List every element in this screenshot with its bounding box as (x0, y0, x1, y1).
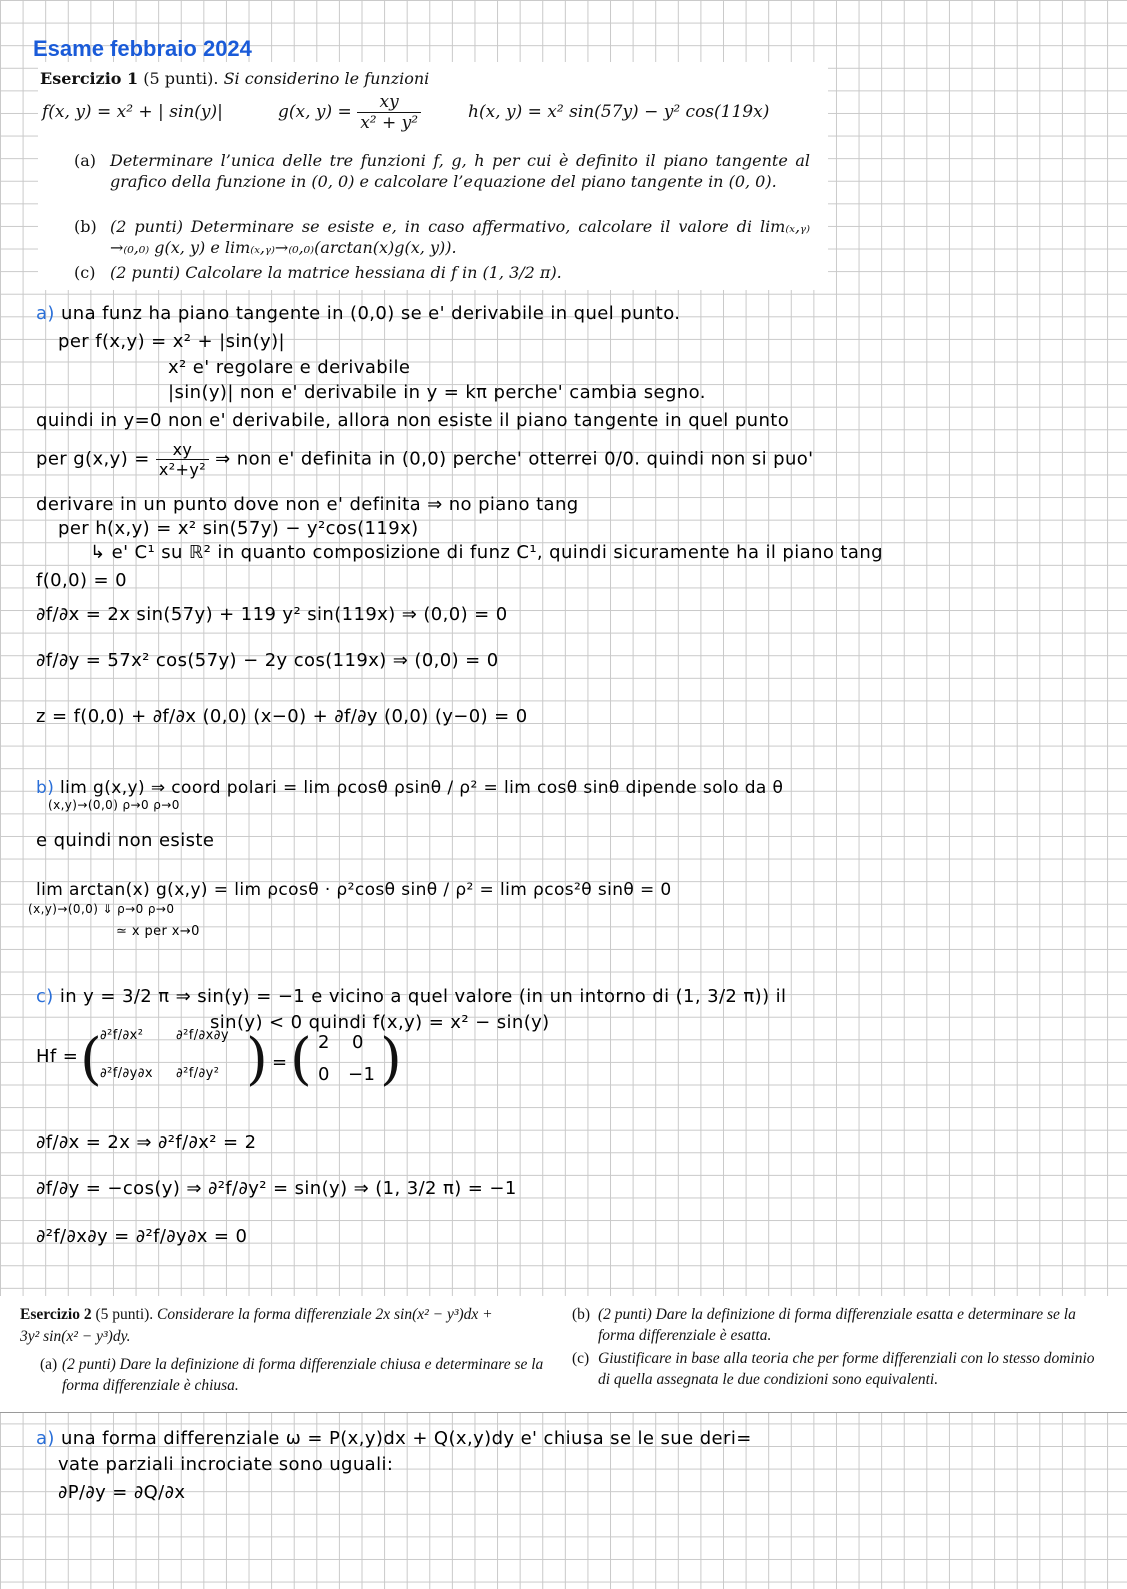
ex2-item-b-text: (2 punti) Dare la definizione di forma differenziale esatta e determinare se la forma differenziale è esatta. (598, 1306, 1076, 1344)
hand-c-line-2: sin(y) < 0 quindi f(x,y) = x² − sin(y) (210, 1012, 550, 1033)
hessian-result-11: 2 (318, 1032, 330, 1053)
hand-g-rhs: ⇒ non e' definita in (0,0) perche' otterrei 0/0. quindi non si puo' (215, 448, 814, 470)
hand-a-line-12: ∂f/∂y = 57x² cos(57y) − 2y cos(119x) ⇒ (0,0) = 0 (36, 650, 499, 671)
hand-a-line-8: per h(x,y) = x² sin(57y) − y²cos(119x) (58, 518, 419, 539)
exercise-2-intro-2: 3y² sin(x² − y³)dy. (20, 1328, 131, 1345)
hand-a-line-11: ∂f/∂x = 2x sin(57y) + 119 y² sin(119x) ⇒ (0,0) = 0 (36, 604, 508, 625)
function-g-denominator: x² + y² (360, 113, 419, 133)
item-b-tag: (b) (74, 217, 97, 236)
hand-b-line-2: e quindi non esiste (36, 830, 215, 851)
exercise-2-heading: Esercizio 2 (20, 1306, 92, 1323)
hand-g-denominator: x²+y² (158, 460, 207, 479)
hessian-entry-22: ∂²f/∂y² (176, 1066, 220, 1081)
hand-a-line-1: a) una funz ha piano tangente in (0,0) se e' derivabile in quel punto. (36, 303, 681, 324)
hand-c-line-1: c) in y = 3/2 π ⇒ sin(y) = −1 e vicino a quel valore (in un intorno di (1, 3/2 π)) il (36, 986, 787, 1007)
function-g-lhs: g(x, y) = (278, 102, 352, 122)
hand-ex2-line-2: vate parziali incrociate sono uguali: (58, 1454, 394, 1475)
hand-g-lhs: per g(x,y) = (36, 448, 150, 470)
exercise-1-text (38, 62, 828, 290)
exercise-2-points: (5 punti). (95, 1306, 154, 1323)
hessian-entry-21: ∂²f/∂y∂x (100, 1066, 153, 1081)
hand-a-line-6 (36, 440, 814, 479)
hand-b-line-1: b) lim g(x,y) ⇒ coord polari = lim ρcosθ ρsinθ / ρ² = lim cosθ sinθ dipende solo da θ (36, 778, 784, 798)
ex2-item-c-tag: (c) (572, 1350, 590, 1367)
hessian-result-right-paren: ) (380, 1027, 402, 1092)
hessian-left-paren: ( (80, 1027, 102, 1092)
item-a-tag: (a) (74, 151, 97, 170)
page-title: Esame febbraio 2024 (33, 36, 252, 61)
function-h: h(x, y) = x² sin(57y) − y² cos(119x) (468, 102, 770, 122)
hand-c-line-4: ∂f/∂y = −cos(y) ⇒ ∂²f/∂y² = sin(y) ⇒ (1, 3/2 π) = −1 (36, 1178, 517, 1199)
exercise-1-intro: Si considerino le funzioni (223, 69, 430, 88)
hand-g-fraction (156, 440, 209, 479)
divider-bottom (0, 1412, 1127, 1413)
hand-b-line-4: ≃ x per x→0 (116, 924, 200, 939)
hand-a-line-2: per f(x,y) = x² + |sin(y)| (58, 331, 285, 352)
hessian-result-22: −1 (348, 1064, 376, 1085)
exercise-1-points: (5 punti). (143, 69, 219, 88)
hessian-entry-11: ∂²f/∂x² (100, 1028, 144, 1043)
item-b-text: (2 punti) Determinare se esiste e, in caso affermativo, calcolare il valore di lim₍ₓ,ᵧ₎→₍₀,₀₎ g(x, y) e lim₍ₓ,ᵧ₎→₍₀,₀₎(arctan(x)g(x, y)). (110, 217, 810, 257)
ex2-item-c-text: Giustificare in base alla teoria che per forme differenziali con lo stesso dominio di quella assegnata le due condizioni sono equivalenti. (598, 1350, 1095, 1388)
function-g (278, 92, 421, 133)
hand-ex2-line-1: a) una forma differenziale ω = P(x,y)dx + Q(x,y)dy e' chiusa se le sue deri= (36, 1428, 752, 1449)
hessian-result-21: 0 (318, 1064, 330, 1085)
hand-c-line-5: ∂²f/∂x∂y = ∂²f/∂y∂x = 0 (36, 1226, 248, 1247)
hessian-result-12: 0 (352, 1032, 364, 1053)
hand-b-line-3: lim arctan(x) g(x,y) = lim ρcosθ · ρ²cosθ sinθ / ρ² = lim ρcos²θ sinθ = 0 (36, 880, 672, 900)
function-g-fraction (357, 92, 421, 133)
hessian-entry-12: ∂²f/∂x∂y (176, 1028, 229, 1043)
item-c-text: (2 punti) Calcolare la matrice hessiana di f in (1, 3/2 π). (110, 263, 562, 282)
exercise-2-intro-1: Considerare la forma differenziale 2x sin(x² − y³)dx + (157, 1306, 493, 1323)
ex2-item-a-text: (2 punti) Dare la definizione di forma differenziale chiusa e determinare se la forma differenziale è chiusa. (62, 1356, 544, 1394)
hand-a-line-13: z = f(0,0) + ∂f/∂x (0,0) (x−0) + ∂f/∂y (0,0) (y−0) = 0 (36, 706, 528, 727)
ex2-item-a-tag: (a) (40, 1356, 58, 1373)
hand-b-line-3-sub: (x,y)→(0,0) ⇓ ρ→0 ρ→0 (28, 902, 175, 916)
hand-a-line-5: quindi in y=0 non e' derivabile, allora non esiste il piano tangente in quel punto (36, 410, 790, 431)
hand-a-line-3: x² e' regolare e derivabile (168, 357, 411, 378)
hand-ex2-line-3: ∂P/∂y = ∂Q/∂x (58, 1482, 186, 1503)
function-f: f(x, y) = x² + | sin(y)| (42, 102, 223, 122)
hand-c-line-3: ∂f/∂x = 2x ⇒ ∂²f/∂x² = 2 (36, 1132, 257, 1153)
hessian-label: Hf = (36, 1046, 79, 1067)
exercise-2-text (0, 1296, 1127, 1412)
hand-a-line-7: derivare in un punto dove non e' definita ⇒ no piano tang (36, 494, 579, 515)
hand-g-numerator: xy (156, 440, 209, 460)
hessian-equals: = (272, 1052, 288, 1073)
hand-a-line-9: ↳ e' C¹ su ℝ² in quanto composizione di funz C¹, quindi sicuramente ha il piano tang (90, 542, 883, 563)
hand-b-line-1-sub: (x,y)→(0,0) ρ→0 ρ→0 (48, 798, 180, 812)
ex2-item-b-tag: (b) (572, 1306, 591, 1323)
item-c-tag: (c) (74, 263, 96, 282)
function-g-numerator: xy (357, 92, 421, 113)
hessian-result-left-paren: ( (290, 1027, 312, 1092)
item-a-text: Determinare l’unica delle tre funzioni f, g, h per cui è definito il piano tangente al grafico della funzione in (0, 0) e calcolare l’equazione del piano tangente in (0, 0). (110, 151, 810, 191)
hand-a-line-10: f(0,0) = 0 (36, 570, 127, 591)
hand-a-line-4: |sin(y)| non e' derivabile in y = kπ perche' cambia segno. (168, 382, 706, 403)
hessian-right-paren: ) (246, 1027, 268, 1092)
exercise-1-heading: Esercizio 1 (40, 69, 139, 88)
